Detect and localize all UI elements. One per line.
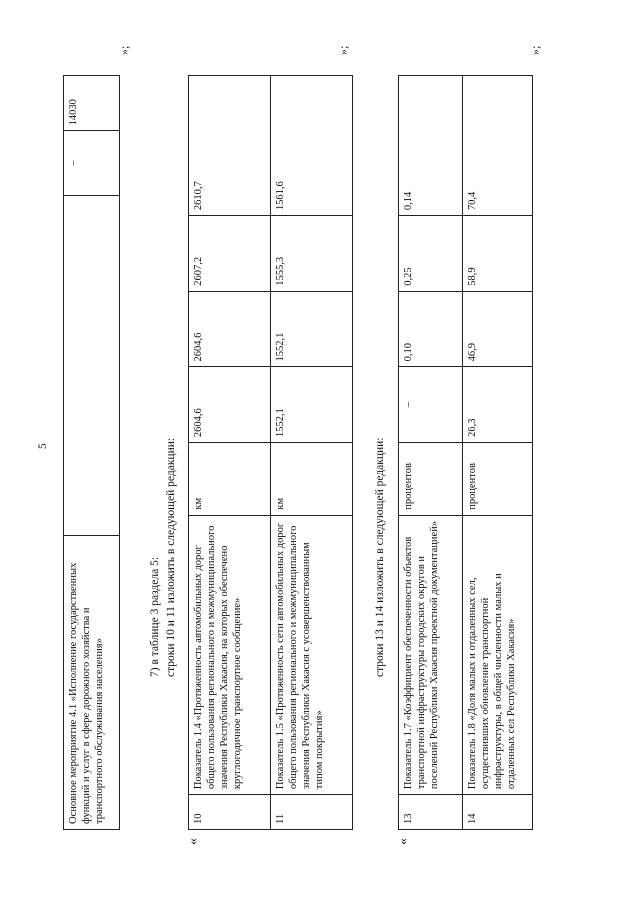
table-row [399,76,463,830]
value-cell: 0,10 [399,291,463,367]
value-cell: 0,25 [399,216,463,292]
value-cell: 2610,7 [189,76,271,216]
row-number: 10 [189,795,271,830]
top-table [63,75,120,830]
table-row [463,76,533,830]
table-row [189,76,271,830]
indicator-name: Показатель 1.4 «Протяженность автомобильных дорог общего пользования регионального и межмуниципального значения Республики Хакасия, на которых обеспечено круглогодичное транспортное сообщение» [189,515,271,794]
open-quote: « [396,838,411,845]
value-cell: 1552,1 [271,291,353,367]
value-cell: 1552,1 [271,367,353,443]
row-number: 11 [271,795,353,830]
section-heading: 7) в таблице 3 раздела 5: [149,556,161,677]
value-cell: 70,4 [463,76,533,216]
value-cell: 0,14 [399,76,463,216]
end-mark: »; [336,45,350,55]
indicator-name: Показатель 1.8 «Доля малых и отдаленных сел, осуществивших обновление транспортной инфраструктуры, в общей численности малых и отдаленных сел Республики Хакасия» [463,515,533,794]
value-cell: 14030 [64,76,120,131]
value-cell: – [399,367,463,443]
indicator-name: Показатель 1.7 «Коэффициент обеспеченности объектов транспортной инфраструктуры городских округов и поселений Республики Хакасия проектной документацией» [399,515,463,794]
value-cell: 2604,6 [189,367,271,443]
value-cell: 1555,3 [271,216,353,292]
section-subheading: строки 13 и 14 изложить в следующей редакции: [374,437,386,677]
value-cell: 58,9 [463,216,533,292]
page-number: 5 [37,443,49,449]
table-row [271,76,353,830]
end-mark: »; [117,45,131,55]
table-row [64,76,120,830]
unit-cell: км [271,443,353,516]
row-number: 14 [463,795,533,830]
end-mark: »; [528,45,542,55]
value-cell: 2604,6 [189,291,271,367]
unit-cell: км [189,443,271,516]
value-cell: 2607,2 [189,216,271,292]
row-number: 13 [399,795,463,830]
event-name-cell: Основное мероприятие 4.1 «Исполнение государственных функций и услуг в сфере дорожного хозяйства и транспортного обслуживания населения» [64,535,120,829]
open-quote: « [186,838,201,845]
section-subheading: строки 10 и 11 изложить в следующей редакции: [165,437,177,677]
dash-cell: – [64,131,120,195]
empty-cell [64,195,120,535]
indicators-table-a [188,75,353,830]
value-cell: 46,9 [463,291,533,367]
unit-cell: процентов [463,442,533,515]
indicators-table-b [398,75,533,830]
indicator-name: Показатель 1.5 «Протяженность сети автомобильных дорог общего пользования регионального и межмуниципального значения Республики Хакасия с усовершенствованным типом покрытия» [271,515,353,794]
unit-cell: процентов [399,442,463,515]
value-cell: 1561,6 [271,76,353,216]
value-cell: 26,3 [463,367,533,443]
